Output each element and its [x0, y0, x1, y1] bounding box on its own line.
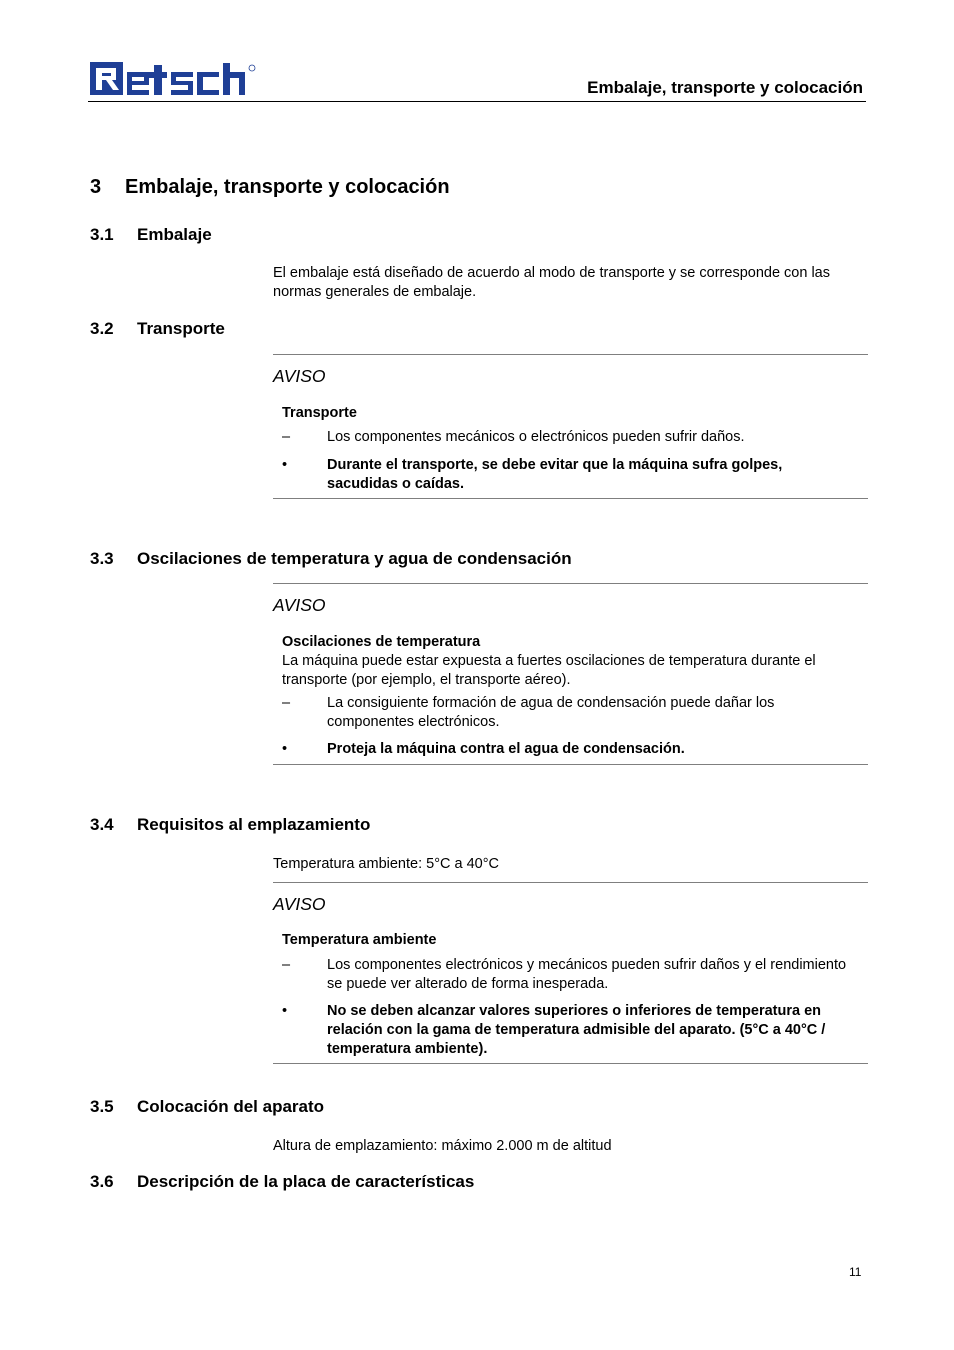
section-title: Oscilaciones de temperatura y agua de condensación: [137, 549, 572, 568]
notice-label: AVISO: [273, 366, 326, 386]
notice-consequence: [282, 428, 857, 447]
instruction-text: Durante el transporte, se debe evitar que la máquina sufra golpes, sacudidas o caídas.: [327, 457, 783, 492]
page-number: 11: [849, 1265, 862, 1279]
instruction-text: Proteja la máquina contra el agua de condensación.: [327, 741, 685, 757]
notice-bottom-rule: [273, 1063, 868, 1064]
notice-instruction: [282, 456, 857, 494]
notice-title: Oscilaciones de temperatura: [282, 634, 481, 650]
ambient-temperature-text: Temperatura ambiente: 5°C a 40°C: [273, 856, 499, 872]
section-title: Requisitos al emplazamiento: [137, 815, 371, 834]
bullet-marker: •: [282, 741, 288, 757]
notice-consequence: [282, 694, 857, 732]
retsch-logo: [90, 62, 260, 98]
notice-top-rule: [273, 583, 868, 584]
consequence-text: Los componentes electrónicos y mecánicos pueden sufrir daños y el rendimiento se puede ver alterado de forma inesperada.: [327, 957, 847, 992]
notice-top-rule: [273, 354, 868, 355]
bullet-marker: •: [282, 457, 288, 473]
consequence-text: Los componentes mecánicos o electrónicos pueden sufrir daños.: [327, 429, 745, 445]
dash-marker: –: [282, 695, 291, 711]
section-number: 3.6: [90, 1172, 114, 1191]
section-title: Transporte: [137, 319, 225, 338]
section-heading-3-5: [90, 1097, 324, 1117]
bullet-marker: •: [282, 1003, 288, 1019]
notice-top-rule: [273, 882, 868, 883]
consequence-text: La consiguiente formación de agua de condensación puede dañar los componentes electrónicos.: [327, 695, 775, 730]
section-title: Embalaje: [137, 225, 212, 244]
header-divider: [88, 101, 866, 102]
notice-instruction: [282, 740, 857, 759]
section-title: Descripción de la placa de características: [137, 1172, 475, 1191]
notice-instruction: [282, 1002, 857, 1059]
section-number: 3.2: [90, 319, 114, 338]
chapter-title: Embalaje, transporte y colocación: [125, 176, 450, 198]
section-heading-3-6: [90, 1172, 474, 1192]
section-title: Colocación del aparato: [137, 1097, 325, 1116]
section-number: 3.5: [90, 1097, 114, 1116]
chapter-number: 3: [90, 176, 102, 198]
notice-consequence: [282, 956, 857, 994]
altitude-text: Altura de emplazamiento: máximo 2.000 m de altitud: [273, 1138, 612, 1154]
section-number: 3.1: [90, 225, 114, 244]
section-number: 3.4: [90, 815, 114, 834]
notice-bottom-rule: [273, 498, 868, 499]
instruction-text: No se deben alcanzar valores superiores o inferiores de temperatura en relación con la gama de temperatura admisible del aparato. (5°C a 40°C / temperatura ambiente).: [327, 1003, 826, 1057]
section-heading-3-4: [90, 815, 370, 835]
notice-title: Temperatura ambiente: [282, 932, 437, 948]
section-heading-3-2: [90, 319, 225, 339]
notice-bottom-rule: [273, 764, 868, 765]
section-heading-3-3: [90, 549, 572, 569]
notice-title: Transporte: [282, 405, 357, 421]
chapter-heading: [90, 176, 450, 199]
section-number: 3.3: [90, 549, 114, 568]
embalaje-text: El embalaje está diseñado de acuerdo al modo de transporte y se corresponde con las normas generales de embalaje.: [273, 265, 830, 300]
notice-label: AVISO: [273, 894, 326, 914]
dash-marker: –: [282, 429, 291, 445]
header-title: Embalaje, transporte y colocación: [587, 78, 863, 97]
section-heading-3-1: [90, 225, 212, 245]
notice-text: La máquina puede estar expuesta a fuertes oscilaciones de temperatura durante el transporte (por ejemplo, el transporte aéreo).: [282, 653, 816, 688]
dash-marker: –: [282, 957, 291, 973]
notice-label: AVISO: [273, 595, 326, 615]
